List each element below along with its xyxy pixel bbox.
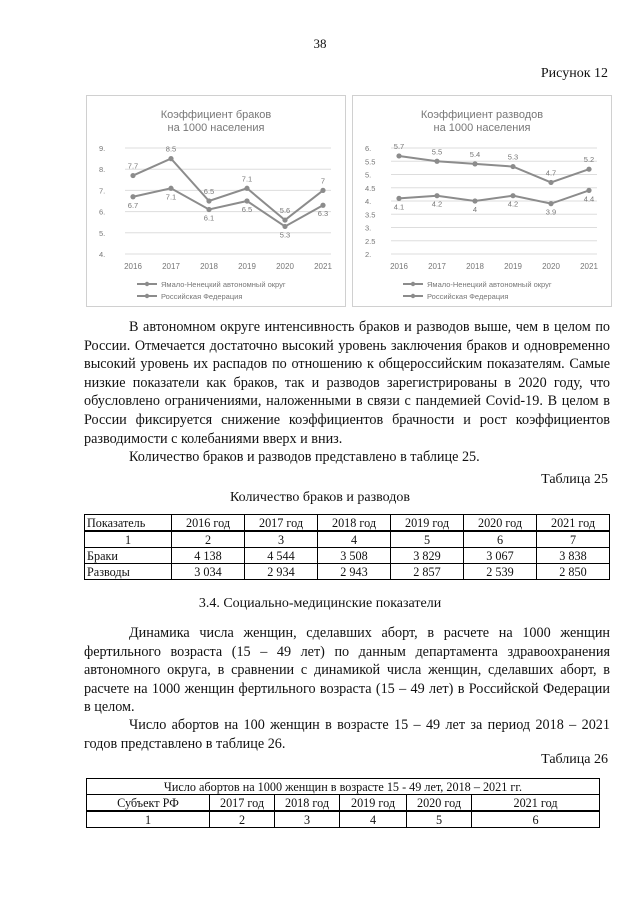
table-cell: 6 (472, 811, 600, 828)
y-tick-label: 7. (99, 186, 106, 196)
table-cell: 3 (245, 531, 318, 548)
legend-label: Российская Федерация (427, 292, 509, 301)
data-label: 4.1 (393, 202, 405, 212)
data-label: 7 (320, 176, 326, 186)
data-label: 6.5 (241, 205, 253, 214)
data-label: 7.1 (165, 192, 177, 202)
table-cell: 2 (172, 531, 245, 548)
table-cell: 2 943 (318, 564, 391, 580)
x-tick-label: 2017 (428, 262, 446, 271)
table-cell: 3 838 (537, 548, 610, 564)
y-tick-label: 2.5 (365, 236, 376, 246)
y-tick-label: 9. (99, 144, 106, 153)
table-header-cell: 2017 год (210, 795, 275, 812)
section-title: 3.4. Социально-медицинские показатели (198, 596, 442, 611)
table-header-cell: 2021 год (472, 795, 600, 812)
table-row (85, 548, 610, 564)
table-cell: 3 829 (391, 548, 464, 564)
y-tick-label: 3. (365, 223, 372, 233)
data-point (548, 201, 553, 206)
table-cell: Разводы (85, 564, 172, 580)
table-cell: 3 067 (464, 548, 537, 564)
data-point (434, 193, 439, 198)
data-label: 4.7 (545, 168, 557, 178)
data-label: 7.7 (127, 161, 139, 171)
table-header-cell: 2020 год (407, 795, 472, 812)
data-label: 5.3 (279, 230, 291, 240)
data-point (320, 203, 325, 208)
data-point (282, 224, 287, 229)
table-cell: 2 857 (391, 564, 464, 580)
data-point (434, 159, 439, 164)
table-cell: 3 508 (318, 548, 391, 564)
table-cell: 4 138 (172, 548, 245, 564)
x-tick-label: 2019 (238, 262, 256, 271)
table-cell: 2 850 (537, 564, 610, 580)
data-point (396, 153, 401, 158)
data-label: 3.9 (545, 207, 557, 217)
data-point (168, 156, 173, 161)
table-cell: 4 (318, 531, 391, 548)
paragraph-marriage-divorce: В автономном округе интенсивность браков и разводов выше, чем в целом по России. Отмечается достаточно высокий уровень заключения браков и одновременно высокий уровень их распадов по отношению к общероссийским показателям. Самые низкие показатели как браков, так и разводов зарегистрированы в 2020 году, что обусловлено ограничениями, наложенными в связи с пандемией Covid-19. В целом в России фиксируется снижение коэффициентов брачности и рост коэффициентов разводимости с колебаниями вверх и вниз. (84, 319, 610, 447)
divorce-rate-chart-svg (353, 96, 611, 306)
data-label: 4.2 (431, 199, 443, 209)
y-tick-label: 5.5 (365, 157, 376, 167)
data-label: 7.1 (241, 174, 253, 184)
table-cell: 4 (340, 811, 407, 828)
table-header-cell: 2020 год (464, 515, 537, 532)
y-tick-label: 5. (99, 228, 106, 238)
table-cell: Браки (85, 548, 172, 564)
table-cell: 5 (391, 531, 464, 548)
x-tick-label: 2021 (580, 262, 598, 271)
table-cell: 2 934 (245, 564, 318, 580)
data-point (586, 188, 591, 193)
y-tick-label: 4.5 (365, 183, 376, 193)
table-cell: 7 (537, 531, 610, 548)
legend-marker (145, 294, 149, 298)
table-cell: 3 (275, 811, 340, 828)
x-tick-label: 2021 (314, 262, 332, 271)
table-header-cell: 2019 год (340, 795, 407, 812)
legend-marker (411, 282, 415, 286)
table-header-cell: 2018 год (275, 795, 340, 812)
legend-marker (145, 282, 149, 286)
legend-label: Ямало-Ненецкий автономный округ (161, 280, 286, 289)
table-cell: 6 (464, 531, 537, 548)
table-number-row (87, 811, 600, 828)
table-header-cell: 2019 год (391, 515, 464, 532)
table-cell: 2 539 (464, 564, 537, 580)
abortions-table (86, 778, 600, 828)
data-label: 5.3 (507, 152, 519, 162)
series-line-yanao (399, 156, 589, 183)
y-tick-label: 4. (365, 197, 372, 206)
marriage-rate-chart (86, 95, 346, 307)
x-tick-label: 2020 (542, 262, 560, 271)
x-tick-label: 2017 (162, 262, 180, 271)
table-header-row (85, 515, 610, 532)
table-cell: 1 (87, 811, 210, 828)
x-tick-label: 2018 (200, 262, 218, 271)
data-point (282, 217, 287, 222)
y-tick-label: 6. (99, 207, 106, 217)
data-label: 4.2 (507, 199, 519, 209)
data-label: 6.5 (203, 187, 215, 196)
data-point (586, 167, 591, 172)
data-label: 5.4 (469, 149, 481, 159)
y-tick-label: 2. (365, 250, 372, 259)
data-label: 4 (472, 205, 478, 214)
marriage-rate-chart-svg (87, 96, 345, 306)
series-line-rf (399, 190, 589, 203)
data-label: 8.5 (165, 144, 177, 154)
y-tick-label: 3.5 (365, 210, 376, 220)
y-tick-label: 8. (99, 165, 106, 175)
table26-caption: Таблица 26 (541, 752, 608, 767)
data-point (244, 198, 249, 203)
data-point (244, 186, 249, 191)
table-header-cell: 2016 год (172, 515, 245, 532)
table26-title: Число абортов на 1000 женщин в возрасте 15 - 49 лет, 2018 – 2021 гг. (87, 779, 600, 795)
chart-title: Коэффициент браков (160, 109, 272, 121)
table-cell: 2 (210, 811, 275, 828)
data-label: 5.6 (279, 206, 291, 216)
data-point (130, 173, 135, 178)
table25-title: Количество браков и разводов (229, 490, 410, 505)
paragraph-table25-ref: Количество браков и разводов представлено в таблице 25. (129, 449, 480, 465)
table-cell: 1 (85, 531, 172, 548)
divorce-rate-chart (352, 95, 612, 307)
x-tick-label: 2016 (124, 262, 142, 271)
data-label: 4.4 (583, 194, 595, 204)
data-label: 5.5 (431, 147, 443, 157)
table-header-row (87, 795, 600, 812)
legend-marker (411, 294, 415, 298)
table-header-cell: 2018 год (318, 515, 391, 532)
table-title-row (87, 779, 600, 795)
data-label: 5.7 (393, 141, 405, 151)
y-tick-label: 5. (365, 170, 372, 180)
table-cell: 4 544 (245, 548, 318, 564)
chart-title: Коэффициент разводов (420, 109, 544, 121)
table-number-row (85, 531, 610, 548)
legend-label: Ямало-Ненецкий автономный округ (427, 280, 552, 289)
data-point (168, 186, 173, 191)
data-label: 6.7 (127, 200, 139, 210)
series-line-yanao (133, 159, 326, 223)
data-point (396, 196, 401, 201)
table-header-cell: Показатель (85, 515, 172, 532)
marriages-divorces-table (84, 514, 610, 580)
x-tick-label: 2016 (390, 262, 408, 271)
data-point (472, 161, 477, 166)
data-label: 6.1 (203, 213, 215, 223)
data-label: 6.3 (317, 209, 329, 219)
y-tick-label: 6. (365, 144, 372, 153)
chart-title: на 1000 населения (167, 122, 265, 134)
table25-caption: Таблица 25 (541, 472, 608, 487)
table-cell: 5 (407, 811, 472, 828)
y-tick-label: 4. (99, 250, 106, 259)
data-point (510, 164, 515, 169)
data-point (510, 193, 515, 198)
table-header-cell: 2021 год (537, 515, 610, 532)
data-point (206, 207, 211, 212)
table-header-cell: 2017 год (245, 515, 318, 532)
paragraph-table26-ref: Число абортов на 100 женщин в возрасте 15 – 49 лет за период 2018 – 2021 годов представлено в таблице 26. (84, 717, 610, 752)
legend-label: Российская Федерация (161, 292, 243, 301)
figure-label: Рисунок 12 (540, 66, 608, 81)
data-label: 5.2 (583, 155, 595, 165)
data-point (320, 188, 325, 193)
x-tick-label: 2019 (504, 262, 522, 271)
data-point (206, 198, 211, 203)
data-point (130, 194, 135, 199)
table-row (85, 564, 610, 580)
paragraph-abortion-dynamics: Динамика числа женщин, сделавших аборт, в расчете на 1000 женщин фертильного возраста (15 – 49 лет) по данным департамента здравоохранения автономного округа, в сравнении с динамикой числа женщин, сделавших аборт, в расчете на 1000 женщин фертильного возраста (15 – 49 лет) в Российской Федерации в целом. (84, 625, 610, 716)
data-point (548, 180, 553, 185)
table-header-cell: Субъект РФ (87, 795, 210, 812)
x-tick-label: 2020 (276, 262, 294, 271)
table-cell: 3 034 (172, 564, 245, 580)
data-point (472, 198, 477, 203)
page-number: 38 (313, 36, 327, 51)
chart-title: на 1000 населения (433, 122, 531, 134)
x-tick-label: 2018 (466, 262, 484, 271)
